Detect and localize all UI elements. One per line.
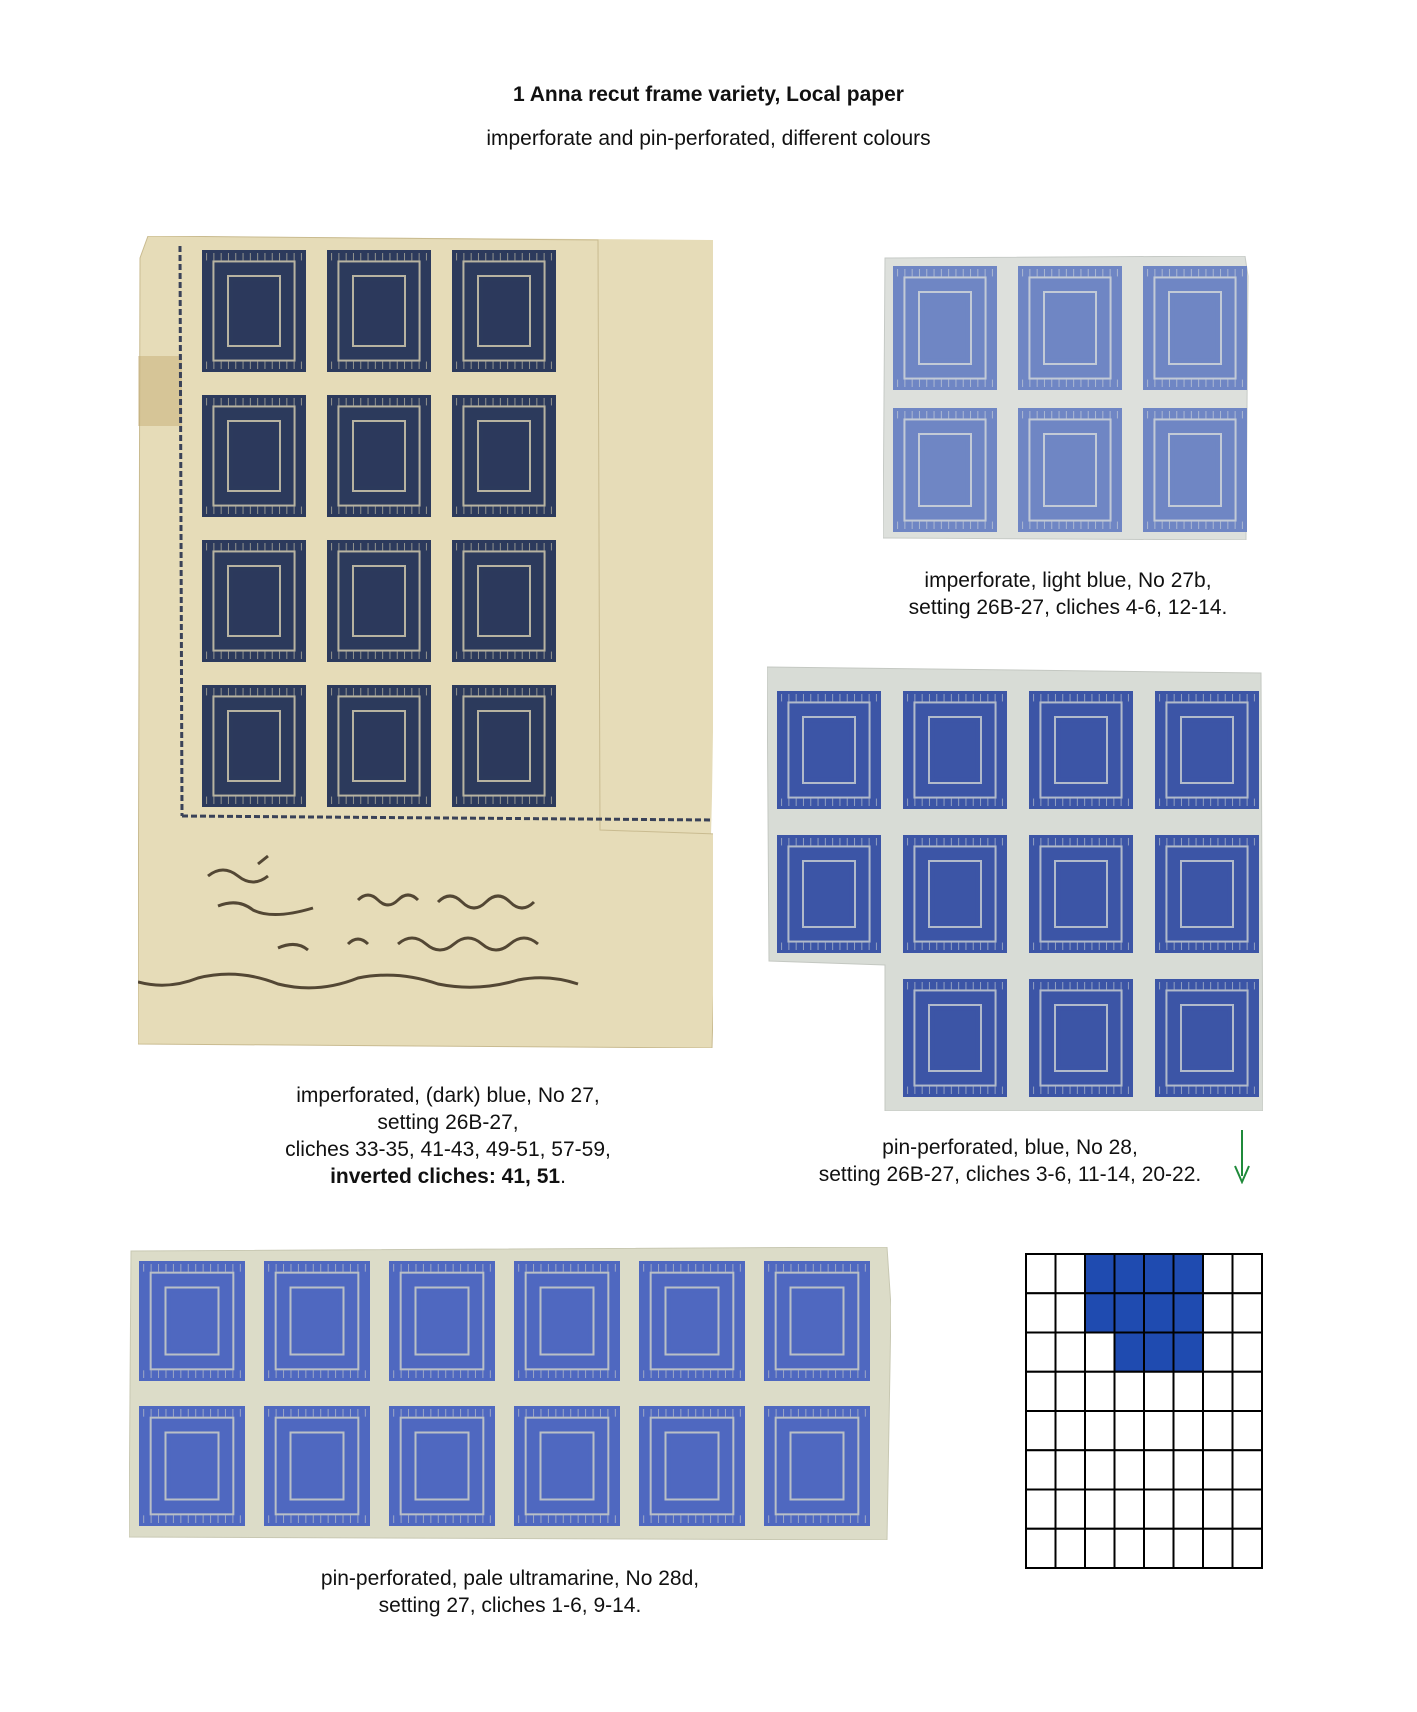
stamp (764, 1261, 870, 1381)
stamp (139, 1261, 245, 1381)
stamp (514, 1261, 620, 1381)
grid-cell (1085, 1450, 1115, 1489)
stamp (1155, 835, 1259, 953)
grid-cell (1233, 1293, 1263, 1332)
stamp (764, 1406, 870, 1526)
inverted-cliches-label: inverted cliches: 41, 51 (330, 1165, 561, 1188)
grid-cell (1233, 1490, 1263, 1529)
arrow-down-icon (1232, 1128, 1252, 1184)
grid-cell (1203, 1450, 1233, 1489)
caption-no27b (868, 567, 1268, 621)
stamp (639, 1406, 745, 1526)
stamp (202, 685, 306, 807)
stamp (1155, 979, 1259, 1097)
stamp (1029, 835, 1133, 953)
grid-cell (1026, 1254, 1056, 1293)
stamp-block-no27b (883, 256, 1250, 540)
grid-cell-highlighted (1115, 1333, 1145, 1372)
grid-cell (1144, 1450, 1174, 1489)
grid-cell (1203, 1254, 1233, 1293)
caption-period: . (560, 1165, 566, 1188)
stamp (1029, 691, 1133, 809)
grid-cell (1174, 1450, 1204, 1489)
grid-cell (1026, 1372, 1056, 1411)
grid-cell (1115, 1411, 1145, 1450)
grid-cell (1233, 1411, 1263, 1450)
grid-cell (1233, 1372, 1263, 1411)
stamp (903, 979, 1007, 1097)
stamp (1018, 408, 1122, 532)
setting-grid-diagram (1025, 1253, 1263, 1569)
grid-cell (1203, 1490, 1233, 1529)
stamp (514, 1406, 620, 1526)
page-subtitle: imperforate and pin-perforated, different colours (486, 127, 931, 150)
grid-cell (1144, 1411, 1174, 1450)
stamp (202, 395, 306, 517)
grid-cell (1174, 1529, 1204, 1568)
caption-no28 (775, 1134, 1245, 1188)
caption-line: imperforated, (dark) blue, No 27, (296, 1084, 600, 1107)
grid-cell (1085, 1529, 1115, 1568)
grid-cell-highlighted (1115, 1293, 1145, 1332)
stamp (264, 1261, 370, 1381)
stamp (327, 395, 431, 517)
stamp (202, 250, 306, 372)
stamp (452, 395, 556, 517)
stamp (639, 1261, 745, 1381)
caption-line: setting 26B-27, cliches 3-6, 11-14, 20-22. (818, 1163, 1202, 1186)
grid-cell (1085, 1411, 1115, 1450)
stamp (389, 1261, 495, 1381)
grid-cell (1115, 1490, 1145, 1529)
grid-cell (1203, 1333, 1233, 1372)
stamp (327, 540, 431, 662)
caption-line: setting 26B-27, (377, 1111, 519, 1134)
stamp-block-no28d (129, 1247, 891, 1540)
grid-cell (1144, 1529, 1174, 1568)
caption-line-inverted (208, 1163, 688, 1190)
grid-cell (1203, 1411, 1233, 1450)
stamp-block-no28 (767, 665, 1263, 1111)
grid-cell (1085, 1333, 1115, 1372)
grid-cell (1056, 1372, 1086, 1411)
stamp (327, 685, 431, 807)
grid-cell (1056, 1450, 1086, 1489)
stamp (777, 835, 881, 953)
grid-cell-highlighted (1144, 1333, 1174, 1372)
grid-cell (1026, 1450, 1056, 1489)
grid-cell-highlighted (1174, 1293, 1204, 1332)
grid-cell (1056, 1529, 1086, 1568)
grid-cell-highlighted (1174, 1333, 1204, 1372)
grid-cell (1203, 1293, 1233, 1332)
grid-cell (1056, 1293, 1086, 1332)
stamp (327, 250, 431, 372)
stamp (1143, 266, 1247, 390)
grid-cell (1203, 1529, 1233, 1568)
grid-cell-highlighted (1115, 1254, 1145, 1293)
stamp (1143, 408, 1247, 532)
grid-cell-highlighted (1144, 1254, 1174, 1293)
page-title: 1 Anna recut frame variety, Local paper (513, 83, 904, 106)
stamp (452, 685, 556, 807)
grid-cell (1174, 1490, 1204, 1529)
caption-line: setting 27, cliches 1-6, 9-14. (378, 1594, 642, 1617)
caption-line: pin-perforated, blue, No 28, (882, 1136, 1138, 1159)
grid-cell-highlighted (1174, 1254, 1204, 1293)
grid-cell-highlighted (1085, 1254, 1115, 1293)
caption-line: setting 26B-27, cliches 4-6, 12-14. (908, 596, 1228, 619)
grid-cell-highlighted (1144, 1293, 1174, 1332)
stamp (777, 691, 881, 809)
grid-cell (1233, 1333, 1263, 1372)
grid-cell (1233, 1254, 1263, 1293)
grid-cell (1056, 1333, 1086, 1372)
grid-cell (1174, 1372, 1204, 1411)
stamp-block-no27 (138, 236, 713, 1048)
caption-line: cliches 33-35, 41-43, 49-51, 57-59, (285, 1138, 611, 1161)
grid-cell (1144, 1490, 1174, 1529)
grid-cell (1026, 1293, 1056, 1332)
grid-cell (1056, 1490, 1086, 1529)
grid-cell (1085, 1490, 1115, 1529)
grid-cell (1233, 1450, 1263, 1489)
caption-line: pin-perforated, pale ultramarine, No 28d, (320, 1567, 700, 1590)
caption-line: imperforate, light blue, No 27b, (924, 569, 1212, 592)
stamp (903, 835, 1007, 953)
stamp (452, 540, 556, 662)
grid-cell (1144, 1372, 1174, 1411)
grid-cell (1026, 1333, 1056, 1372)
stamp (893, 266, 997, 390)
grid-cell (1056, 1411, 1086, 1450)
stamp (1155, 691, 1259, 809)
grid-cell (1233, 1529, 1263, 1568)
stamp (264, 1406, 370, 1526)
grid-cell-highlighted (1085, 1293, 1115, 1332)
grid-cell (1203, 1372, 1233, 1411)
grid-cell (1026, 1529, 1056, 1568)
grid-cell (1115, 1529, 1145, 1568)
grid-cell (1026, 1411, 1056, 1450)
stamp (139, 1406, 245, 1526)
caption-no28d (280, 1565, 740, 1619)
stamp (903, 691, 1007, 809)
grid-cell (1174, 1411, 1204, 1450)
grid-cell (1115, 1450, 1145, 1489)
grid-cell (1115, 1372, 1145, 1411)
stamp (389, 1406, 495, 1526)
stamp (1029, 979, 1133, 1097)
grid-cell (1026, 1490, 1056, 1529)
stamp (452, 250, 556, 372)
stamp (1018, 266, 1122, 390)
stamp (202, 540, 306, 662)
grid-cell (1056, 1254, 1086, 1293)
stamp (893, 408, 997, 532)
caption-no27 (208, 1082, 688, 1190)
grid-cell (1085, 1372, 1115, 1411)
